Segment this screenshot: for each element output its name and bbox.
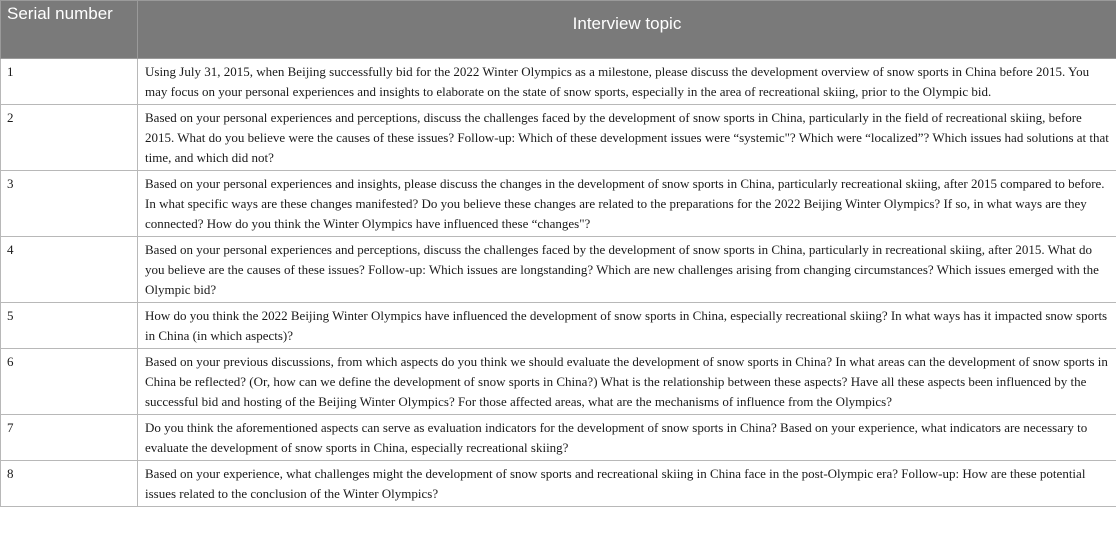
table-row bbox=[1, 105, 1116, 171]
interview-topic-cell: Using July 31, 2015, when Beijing successfully bid for the 2022 Winter Olympics as a milestone, please discuss the development overview of snow sports in China before 2015. You may focus on your personal experiences and insights to elaborate on the state of snow sports, especially in the area of recreational skiing, prior to the Olympic bid. bbox=[138, 59, 1116, 105]
serial-number-cell: 5 bbox=[1, 303, 138, 349]
table-row bbox=[1, 349, 1116, 415]
interview-topic-cell: Based on your personal experiences and perceptions, discuss the challenges faced by the development of snow sports in China, particularly in the field of recreational skiing, before 2015. What do you believe were the causes of these issues? Follow-up: Which of these development issues were “systemic"? Which were “localized”? Which issues had solutions at that time, and which did not? bbox=[138, 105, 1116, 171]
interview-topic-cell: Based on your personal experiences and insights, please discuss the changes in the development of snow sports in China, particularly recreational skiing, after 2015 compared to before. In what specific ways are these changes manifested? Do you believe these changes are related to the preparations for the 2022 Beijing Winter Olympics? If so, in what ways are they connected? How do you think the Winter Olympics have influenced these “changes"? bbox=[138, 171, 1116, 237]
serial-number-cell: 8 bbox=[1, 461, 138, 507]
interview-topic-cell: Based on your personal experiences and perceptions, discuss the challenges faced by the development of snow sports in China, particularly in recreational skiing, after 2015. What do you believe are the causes of these issues? Follow-up: Which issues are longstanding? Which are new challenges arising from changing circumstances? Which issues emerged with the Olympic bid? bbox=[138, 237, 1116, 303]
header-serial-number: Serial number bbox=[1, 1, 138, 59]
interview-topic-cell: Based on your experience, what challenges might the development of snow sports and recreational skiing in China face in the post-Olympic era? Follow-up: How are these potential issues related to the conclusion of the Winter Olympics? bbox=[138, 461, 1116, 507]
serial-number-cell: 2 bbox=[1, 105, 138, 171]
table-row bbox=[1, 59, 1116, 105]
header-interview-topic: Interview topic bbox=[138, 1, 1116, 59]
table-row bbox=[1, 303, 1116, 349]
serial-number-cell: 3 bbox=[1, 171, 138, 237]
table-row bbox=[1, 415, 1116, 461]
table-row bbox=[1, 461, 1116, 507]
header-row bbox=[1, 1, 1116, 59]
serial-number-cell: 6 bbox=[1, 349, 138, 415]
serial-number-cell: 1 bbox=[1, 59, 138, 105]
interview-topic-cell: How do you think the 2022 Beijing Winter Olympics have influenced the development of snow sports in China, especially recreational skiing? In what ways has it impacted snow sports in China (in which aspects)? bbox=[138, 303, 1116, 349]
interview-topic-cell: Do you think the aforementioned aspects can serve as evaluation indicators for the development of snow sports in China? Based on your experience, what indicators are necessary to evaluate the development of snow sports in China, especially recreational skiing? bbox=[138, 415, 1116, 461]
serial-number-cell: 4 bbox=[1, 237, 138, 303]
table-row bbox=[1, 237, 1116, 303]
table-row bbox=[1, 171, 1116, 237]
interview-topic-cell: Based on your previous discussions, from which aspects do you think we should evaluate the development of snow sports in China? In what areas can the development of snow sports in China be reflected? (Or, how can we define the development of snow sports in China?) What is the relationship between these aspects? Have all these aspects been influenced by the successful bid and hosting of the Beijing Winter Olympics? For those affected areas, what are the mechanisms of influence from the Olympics? bbox=[138, 349, 1116, 415]
serial-number-cell: 7 bbox=[1, 415, 138, 461]
